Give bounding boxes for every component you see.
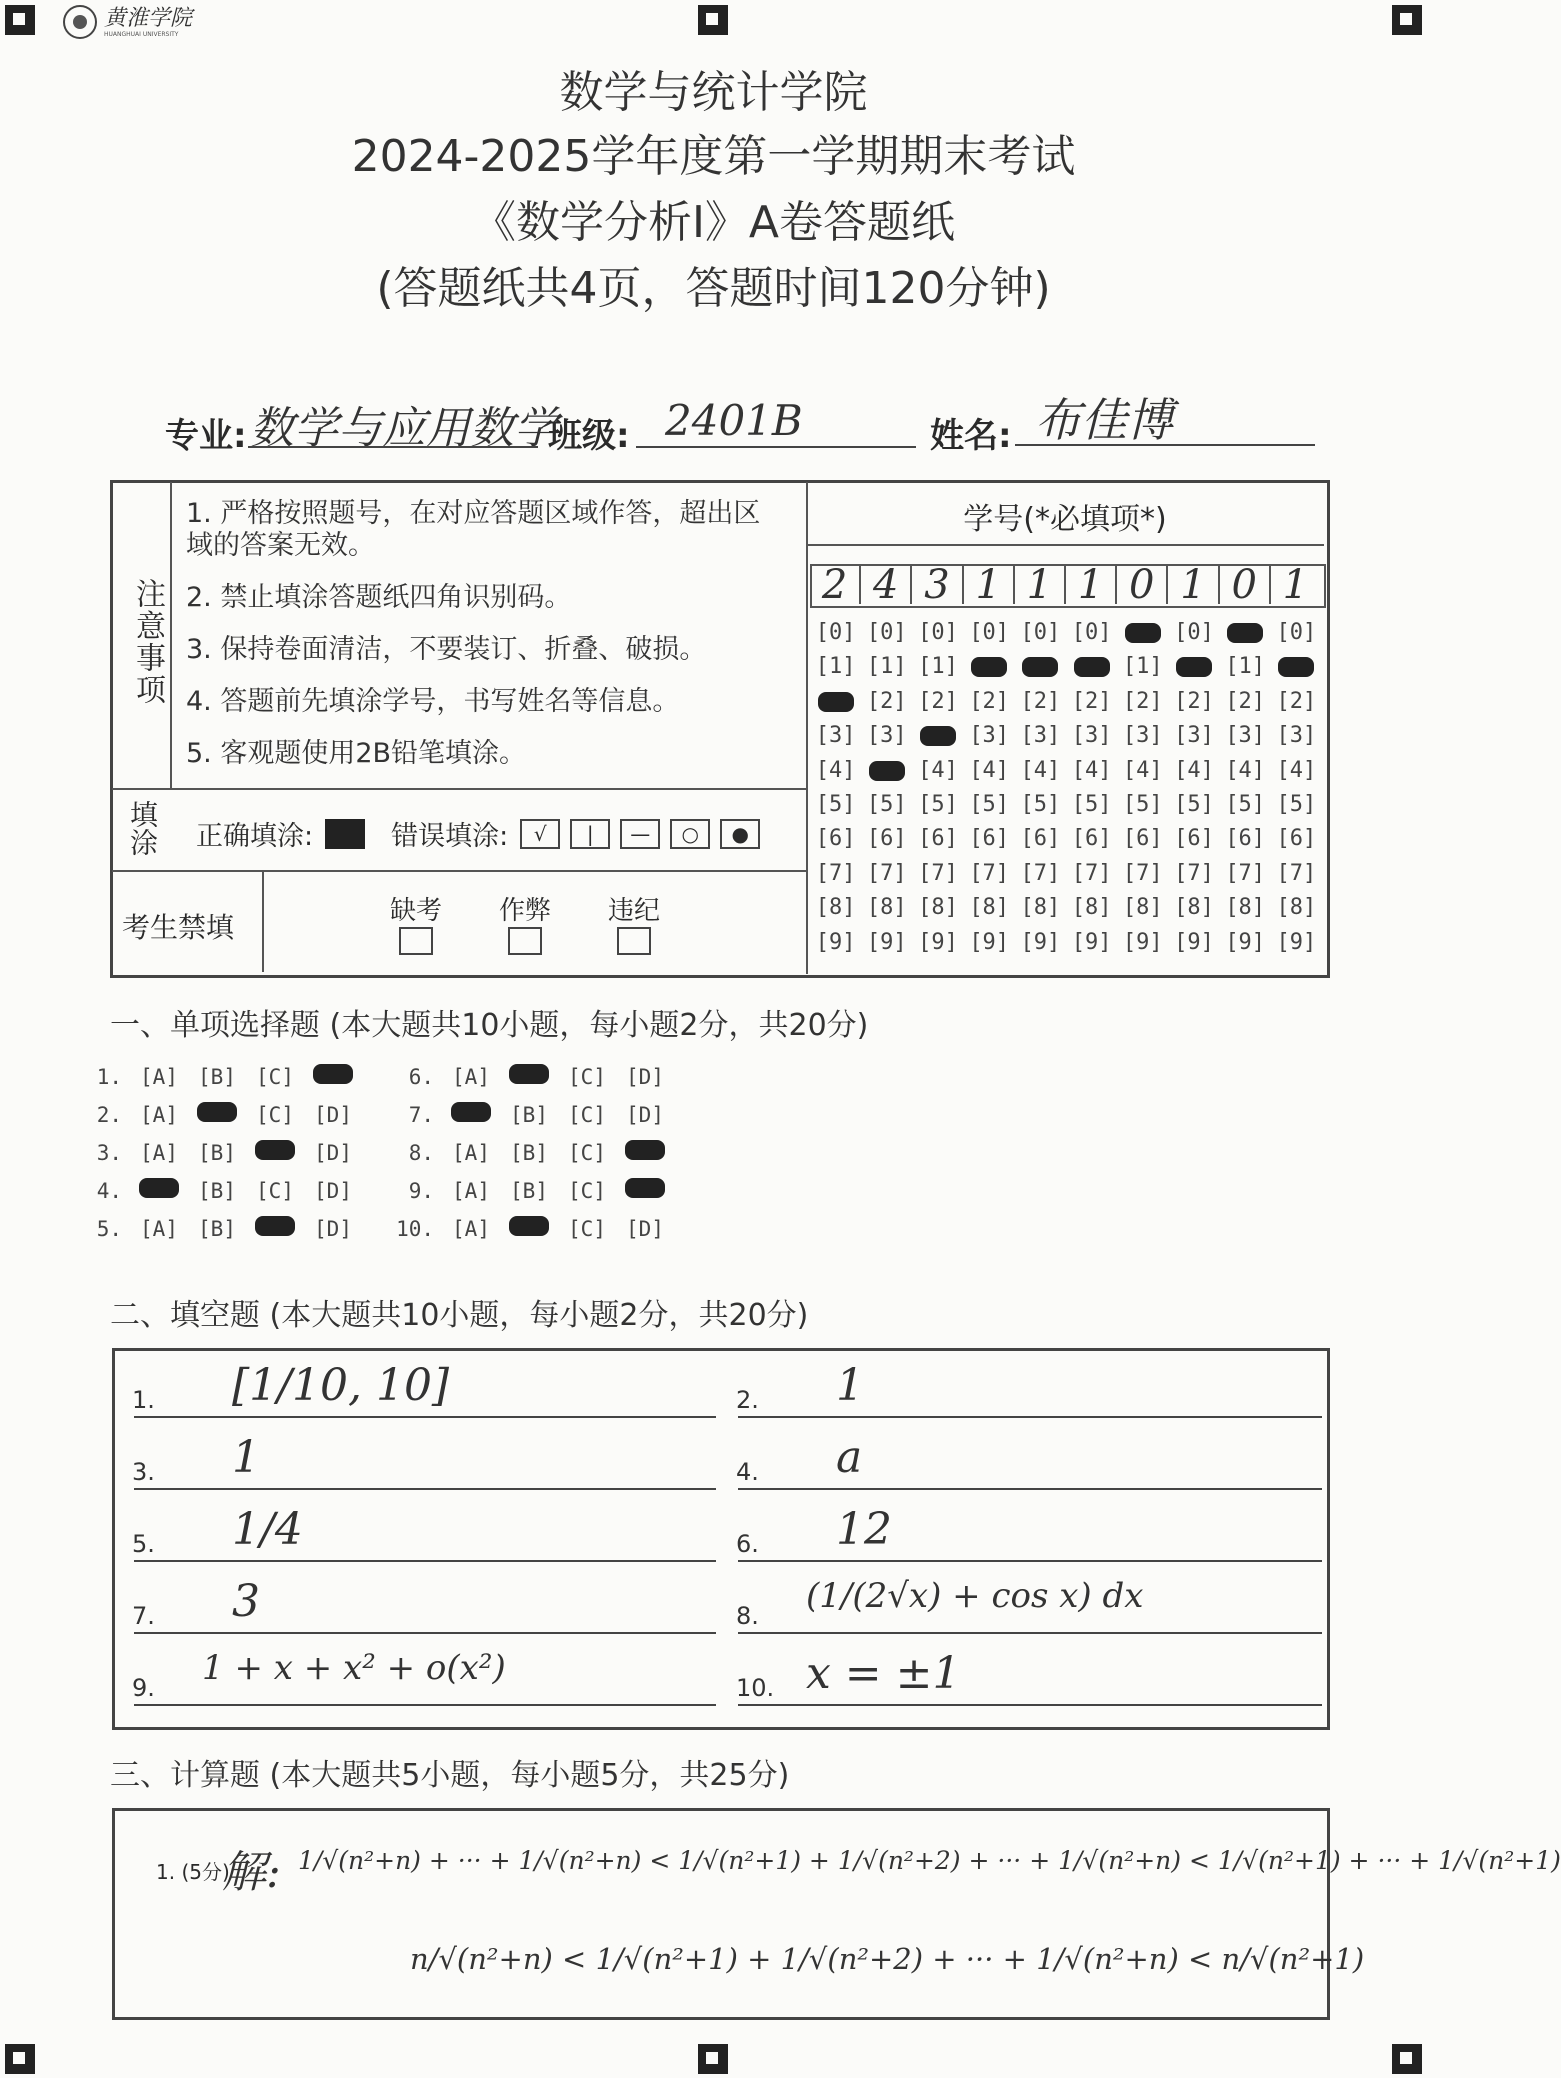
fill-number: 6. [736, 1530, 759, 1558]
student-id-digit: 4 [861, 566, 912, 604]
fill-answer: x = ±1 [806, 1648, 961, 1699]
student-id-bubble[interactable]: [8] [1071, 895, 1112, 921]
mcq-option[interactable]: [C] [568, 1178, 606, 1203]
wrong-mark-check: √ [520, 819, 560, 849]
mcq-option[interactable]: [B] [510, 1102, 548, 1127]
wrong-fill-label: 错误填涂: [391, 821, 509, 852]
mcq-number: 8. [408, 1140, 434, 1165]
student-id-bubble[interactable]: [2] [1174, 688, 1214, 714]
student-id-bubble[interactable]: [4] [969, 757, 1010, 783]
student-id-bubble[interactable]: [7] [918, 860, 958, 886]
student-id-bubble[interactable]: [3] [866, 723, 907, 749]
mcq-option[interactable]: [B] [198, 1140, 236, 1165]
student-id-bubble[interactable]: [7] [815, 860, 856, 886]
mcq-question [388, 1140, 674, 1165]
fill-number: 10. [736, 1674, 775, 1702]
paper-title: 《数学分析Ⅰ》A卷答题纸 [471, 197, 956, 248]
student-id-bubble[interactable]: [2] [918, 688, 958, 714]
student-id-bubble-filled[interactable] [1015, 650, 1066, 684]
filled-mark [197, 1102, 237, 1122]
student-id-bubble[interactable]: [5] [1174, 791, 1214, 817]
student-id-bubble[interactable]: [4] [1122, 757, 1163, 783]
student-id-bubble[interactable]: [0] [1276, 620, 1317, 645]
calc-box [112, 1808, 1561, 2020]
notice-side-label: 注意事项 [130, 578, 165, 706]
exam-title: 2024-2025学年度第一学期期末考试 [351, 131, 1076, 182]
mcq-option[interactable]: [C] [568, 1216, 606, 1241]
filled-mark [255, 1216, 295, 1236]
mcq-option-filled[interactable] [500, 1064, 558, 1089]
notice-item-1: 1. 严格按照题号，在对应答题区域作答，超出区域的答案无效。 [186, 498, 761, 561]
student-id-bubble[interactable]: [7] [866, 860, 907, 886]
mcq-option[interactable]: [D] [626, 1216, 664, 1241]
forbid-violation-box[interactable] [617, 927, 651, 955]
student-id-digit: 2 [810, 566, 861, 604]
mcq-heading: 一、单项选择题 (本大题共10小题，每小题2分，共20分) [110, 1008, 869, 1043]
filled-mark [139, 1178, 179, 1198]
corner-mark-bottom-center [698, 2044, 728, 2074]
forbid-cheat-box[interactable] [508, 927, 542, 955]
student-id-bubble[interactable]: [5] [1020, 791, 1061, 817]
corner-mark-top-right [1392, 5, 1422, 35]
mcq-option-filled[interactable] [442, 1102, 500, 1127]
mcq-option-filled[interactable] [188, 1102, 246, 1127]
mcq-option[interactable]: [D] [314, 1178, 352, 1203]
student-id-bubble[interactable]: [8] [815, 895, 856, 921]
filled-mark [625, 1178, 665, 1198]
student-id-bubble[interactable]: [2] [1225, 688, 1266, 714]
student-id-bubble[interactable]: [4] [1071, 757, 1112, 783]
notice-item-4: 4. 答题前先填涂学号，书写姓名等信息。 [186, 686, 680, 717]
calc-q1-line2: n/√(n²+n) < 1/√(n²+1) + 1/√(n²+2) + ··· + 1/√(n²+n) < n/√(n²+1) [410, 1942, 1365, 1976]
student-id-bubble[interactable]: [6] [969, 826, 1010, 852]
mcq-option[interactable]: [A] [452, 1140, 490, 1165]
student-id-bubble[interactable]: [5] [1276, 791, 1317, 817]
divider [112, 870, 806, 872]
student-id-bubble[interactable]: [4] [918, 757, 958, 783]
calc-q1-label: 1. (5分) [156, 1860, 230, 1884]
student-id-bubble[interactable]: [9] [918, 929, 958, 955]
student-id-bubble[interactable]: [7] [1020, 860, 1061, 886]
student-id-bubble-column [964, 616, 1015, 960]
mcq-option[interactable]: [A] [452, 1178, 490, 1203]
student-id-bubble[interactable]: [3] [815, 723, 856, 749]
filled-mark [1125, 623, 1161, 643]
mcq-option[interactable]: [B] [198, 1178, 236, 1203]
student-id-bubble[interactable]: [5] [918, 791, 958, 817]
student-id-bubble[interactable]: [8] [1122, 895, 1163, 921]
student-id-bubble[interactable]: [0] [969, 620, 1010, 645]
student-id-bubble[interactable]: [2] [969, 688, 1010, 714]
filled-mark [451, 1102, 491, 1122]
student-id-bubble[interactable]: [3] [1020, 723, 1061, 749]
mcq-question [76, 1102, 362, 1127]
major-underline [248, 446, 538, 448]
divider [170, 482, 172, 788]
name-underline [1015, 444, 1315, 446]
filled-mark [920, 726, 956, 746]
student-id-bubble[interactable]: [6] [1020, 826, 1061, 852]
student-id-bubble[interactable]: [8] [1020, 895, 1061, 921]
student-id-bubble[interactable]: [5] [1225, 791, 1266, 817]
fill-underline [738, 1416, 1322, 1418]
fill-underline [134, 1632, 716, 1634]
filled-mark [255, 1140, 295, 1160]
notice-item-5: 5. 客观题使用2B铅笔填涂。 [186, 738, 527, 769]
student-id-bubble[interactable]: [8] [1276, 895, 1317, 921]
fill-underline [134, 1704, 716, 1706]
divider [808, 544, 1324, 546]
student-id-bubble[interactable]: [1] [1225, 654, 1266, 680]
forbid-cheat-label: 作弊 [498, 896, 551, 926]
college-title: 数学与统计学院 [559, 67, 868, 118]
logo-icon [62, 4, 98, 40]
mcq-option[interactable]: [D] [314, 1140, 352, 1165]
mcq-number: 5. [96, 1216, 122, 1241]
fill-answer: 1 [232, 1432, 260, 1483]
wrong-mark-circle: ○ [670, 819, 710, 849]
corner-mark-bottom-right [1392, 2044, 1422, 2074]
student-id-bubble[interactable]: [9] [1174, 929, 1214, 955]
divider [112, 788, 806, 790]
correct-fill-label: 正确填涂: [196, 821, 314, 852]
filled-mark [313, 1064, 353, 1084]
filled-mark [869, 761, 905, 781]
filled-mark [1074, 657, 1110, 677]
student-id-bubble[interactable]: [9] [1122, 929, 1163, 955]
student-id-bubble[interactable]: [9] [1225, 929, 1266, 955]
student-id-bubble[interactable]: [7] [1071, 860, 1112, 886]
student-id-bubble-column [1220, 616, 1271, 960]
fill-underline [134, 1488, 716, 1490]
student-id-bubble[interactable]: [9] [815, 929, 856, 955]
fill-side-label: 填涂 [126, 800, 159, 856]
mcq-question [76, 1216, 362, 1241]
student-id-bubble[interactable]: [2] [1020, 688, 1061, 714]
mcq-option[interactable]: [C] [256, 1102, 294, 1127]
mcq-question [76, 1140, 362, 1165]
mcq-option-filled[interactable] [130, 1178, 188, 1203]
mcq-option[interactable]: [A] [452, 1216, 490, 1241]
forbid-violation-label: 违纪 [607, 896, 660, 926]
mcq-option[interactable]: [D] [314, 1102, 352, 1127]
student-id-digit: 1 [1168, 566, 1219, 604]
filled-mark [1022, 657, 1058, 677]
student-id-bubble[interactable]: [4] [1020, 757, 1061, 783]
mcq-option[interactable]: [C] [568, 1064, 606, 1089]
fill-answer: [1/10, 10] [232, 1360, 450, 1411]
mcq-option[interactable]: [B] [510, 1178, 548, 1203]
fill-number: 1. [132, 1386, 155, 1414]
student-id-bubble-column [1117, 616, 1168, 960]
fill-underline [134, 1560, 716, 1562]
student-id-bubble[interactable]: [1] [866, 654, 907, 680]
forbid-absent [386, 890, 446, 959]
student-id-bubble[interactable]: [6] [866, 826, 907, 852]
mcq-option-filled[interactable] [616, 1140, 674, 1165]
mcq-option-filled[interactable] [304, 1064, 362, 1089]
filled-mark [818, 692, 854, 712]
university-logo [62, 4, 192, 40]
mcq-number: 4. [96, 1178, 122, 1203]
student-id-bubble-column [1168, 616, 1219, 960]
student-id-bubble[interactable]: [5] [969, 791, 1010, 817]
student-id-bubble[interactable]: [9] [866, 929, 907, 955]
student-id-bubble-filled[interactable] [810, 685, 861, 719]
fill-answer: 1/4 [232, 1504, 303, 1555]
logo-text: 黄淮学院 [104, 5, 193, 31]
mcq-option[interactable]: [B] [510, 1140, 548, 1165]
student-id-bubble[interactable]: [8] [1225, 895, 1266, 921]
fill-underline [738, 1560, 1322, 1562]
fill-example [196, 814, 770, 853]
mcq-option[interactable]: [C] [568, 1140, 606, 1165]
student-id-bubble-filled[interactable] [1271, 650, 1322, 684]
student-id-bubble[interactable]: [8] [866, 895, 907, 921]
filled-mark [1227, 623, 1263, 643]
student-id-bubble[interactable]: [6] [1225, 826, 1266, 852]
filled-mark [509, 1064, 549, 1084]
fill-underline [134, 1416, 716, 1418]
filled-mark [1278, 657, 1314, 677]
student-id-digit: 3 [912, 566, 963, 604]
student-id-bubble[interactable]: [5] [815, 791, 856, 817]
mcq-option[interactable]: [A] [140, 1102, 178, 1127]
mcq-option-filled[interactable] [246, 1140, 304, 1165]
filled-mark [971, 657, 1007, 677]
student-id-bubble[interactable]: [4] [1276, 757, 1317, 783]
student-id-bubble-filled[interactable] [1066, 650, 1117, 684]
fill-underline [738, 1704, 1322, 1706]
student-id-bubble-filled[interactable] [912, 719, 963, 753]
student-id-bubble[interactable]: [7] [969, 860, 1010, 886]
notice-item-2: 2. 禁止填涂答题纸四角识别码。 [186, 582, 572, 613]
mcq-option[interactable]: [B] [198, 1064, 236, 1089]
student-id-bubble[interactable]: [1] [815, 654, 856, 680]
forbid-absent-label: 缺考 [389, 896, 442, 926]
fill-answer: (1/(2√x) + cos x) dx [806, 1576, 1144, 1616]
wrong-mark-line: | [570, 819, 610, 849]
fill-answer: 3 [232, 1576, 260, 1627]
student-id-digit: 1 [1015, 566, 1066, 604]
mcq-option[interactable]: [A] [452, 1064, 490, 1089]
student-id-bubble[interactable]: [0] [1174, 620, 1214, 645]
mcq-question [76, 1178, 362, 1203]
fill-underline [738, 1632, 1322, 1634]
student-id-bubble[interactable]: [0] [1071, 620, 1112, 645]
mcq-option[interactable]: [B] [198, 1216, 236, 1241]
student-id-bubble[interactable]: [6] [918, 826, 958, 852]
mcq-option-filled[interactable] [500, 1216, 558, 1241]
student-id-bubble[interactable]: [7] [1225, 860, 1266, 886]
mcq-number: 2. [96, 1102, 122, 1127]
mcq-option[interactable]: [A] [140, 1064, 178, 1089]
student-id-bubble[interactable]: [6] [1122, 826, 1163, 852]
student-id-bubble[interactable]: [6] [815, 826, 856, 852]
forbid-label: 考生禁填 [122, 911, 235, 944]
divider [806, 482, 808, 974]
fill-number: 5. [132, 1530, 155, 1558]
mcq-number: 1. [96, 1064, 122, 1089]
student-id-bubble[interactable]: [5] [1122, 791, 1163, 817]
mcq-option-filled[interactable] [616, 1178, 674, 1203]
fill-answer: 12 [836, 1504, 892, 1555]
paper-note: (答题纸共4页，答题时间120分钟) [376, 263, 1051, 314]
fill-answer: 1 + x + x² + o(x²) [202, 1648, 506, 1688]
student-id-bubble[interactable]: [4] [1174, 757, 1214, 783]
mcq-option[interactable]: [A] [140, 1140, 178, 1165]
student-id-bubble[interactable]: [0] [918, 620, 958, 645]
major-label: 专业: [165, 416, 247, 456]
fill-answer: a [836, 1432, 863, 1483]
student-id-bubble[interactable]: [2] [866, 688, 907, 714]
student-id-bubble-column [1066, 616, 1117, 960]
student-id-bubble[interactable]: [8] [918, 895, 958, 921]
mcq-question [388, 1178, 674, 1203]
student-id-bubble[interactable]: [1] [1122, 654, 1163, 680]
filled-mark [625, 1140, 665, 1160]
divider [262, 870, 264, 972]
wrong-mark-dash: — [620, 819, 660, 849]
student-id-bubble[interactable]: [3] [1276, 723, 1317, 749]
mcq-option[interactable]: [D] [314, 1216, 352, 1241]
student-id-digit: 0 [1220, 566, 1271, 604]
student-id-bubble[interactable]: [6] [1071, 826, 1112, 852]
name-value: 布佳博 [1035, 393, 1173, 447]
student-id-bubble[interactable]: [5] [866, 791, 907, 817]
fill-number: 3. [132, 1458, 155, 1486]
corner-mark-bottom-left [5, 2044, 35, 2074]
student-id-bubble[interactable]: [5] [1071, 791, 1112, 817]
fill-underline [738, 1488, 1322, 1490]
student-id-bubble[interactable]: [2] [1122, 688, 1163, 714]
mcq-question [76, 1064, 362, 1089]
mcq-number: 6. [408, 1064, 434, 1089]
student-id-bubble[interactable]: [2] [1071, 688, 1112, 714]
mcq-question [388, 1064, 674, 1089]
student-id-bubble[interactable]: [9] [969, 929, 1010, 955]
student-id-bubble[interactable]: [1] [918, 654, 958, 680]
wrong-mark-dot: ● [720, 819, 760, 849]
mcq-option[interactable]: [D] [626, 1102, 664, 1127]
student-id-bubble[interactable]: [8] [969, 895, 1010, 921]
student-id-bubble[interactable]: [3] [1225, 723, 1266, 749]
mcq-number: 3. [96, 1140, 122, 1165]
student-id-bubble[interactable]: [3] [969, 723, 1010, 749]
student-id-bubble[interactable]: [0] [815, 620, 856, 645]
calc-q1-line1: 1/√(n²+n) + ··· + 1/√(n²+n) < 1/√(n²+1) + 1/√(n²+2) + ··· + 1/√(n²+n) < 1/√(n²+1) + ··· + 1/√(n²+1) [298, 1846, 1561, 1875]
filled-mark [1176, 657, 1212, 677]
student-id-bubble[interactable]: [7] [1122, 860, 1163, 886]
student-id-bubble-filled[interactable] [1117, 616, 1168, 650]
correct-fill-sample [325, 819, 365, 849]
student-id-bubble[interactable]: [4] [815, 757, 856, 783]
mcq-option[interactable]: [C] [568, 1102, 606, 1127]
student-id-bubble[interactable]: [9] [1020, 929, 1061, 955]
student-id-digit: 1 [1066, 566, 1117, 604]
class-underline [636, 446, 916, 448]
calc-q1-solve: 解: [222, 1847, 281, 1898]
mcq-option[interactable]: [C] [256, 1178, 294, 1203]
mcq-option[interactable]: [D] [626, 1064, 664, 1089]
class-label: 班级: [548, 416, 630, 456]
student-id-bubble-filled[interactable] [861, 754, 912, 788]
student-id-bubble[interactable]: [0] [1020, 620, 1061, 645]
student-id-bubble[interactable]: [3] [1071, 723, 1112, 749]
student-id-bubble[interactable]: [0] [866, 620, 907, 645]
name-label: 姓名: [930, 416, 1012, 456]
major-value: 数学与应用数学 [250, 403, 558, 454]
student-id-bubble[interactable]: [7] [1276, 860, 1317, 886]
student-id-bubble[interactable]: [6] [1276, 826, 1317, 852]
corner-mark-top-center [698, 5, 728, 35]
forbid-cheat [495, 890, 555, 959]
forbid-violation [604, 890, 664, 959]
student-id-bubble[interactable]: [3] [1122, 723, 1163, 749]
student-id-digit: 1 [964, 566, 1015, 604]
filled-mark [509, 1216, 549, 1236]
student-id-bubble-filled[interactable] [964, 650, 1015, 684]
student-id-bubble[interactable]: [6] [1174, 826, 1214, 852]
mcq-number: 10. [396, 1216, 434, 1241]
mcq-option-filled[interactable] [246, 1216, 304, 1241]
mcq-option[interactable]: [C] [256, 1064, 294, 1089]
mcq-option[interactable]: [A] [140, 1216, 178, 1241]
student-id-bubble[interactable]: [9] [1071, 929, 1112, 955]
mcq-question [388, 1216, 674, 1241]
student-id-bubble-filled[interactable] [1220, 616, 1271, 650]
mcq-number: 9. [408, 1178, 434, 1203]
student-id-bubble-column [1015, 616, 1066, 960]
student-id-bubble-column [1271, 616, 1322, 960]
class-value: 2401B [665, 396, 803, 445]
student-id-bubble[interactable]: [3] [1174, 723, 1214, 749]
fill-number: 7. [132, 1602, 155, 1630]
logo-subtext: HUANGHUAI UNIVERSITY [104, 30, 179, 38]
student-id-digit: 1 [1282, 562, 1309, 608]
notice-item-3: 3. 保持卷面清洁，不要装订、折叠、破损。 [186, 634, 707, 665]
student-id-bubble[interactable]: [8] [1174, 895, 1214, 921]
mcq-number: 7. [408, 1102, 434, 1127]
fill-heading: 二、填空题 (本大题共10小题，每小题2分，共20分) [110, 1298, 809, 1333]
fill-answer: 1 [836, 1360, 864, 1411]
student-id-digit: 0 [1117, 566, 1168, 604]
fill-number: 8. [736, 1602, 759, 1630]
fill-number: 2. [736, 1386, 759, 1414]
student-id-bubble[interactable]: [4] [1225, 757, 1266, 783]
student-id-label: 学号(*必填项*) [963, 502, 1167, 537]
forbid-absent-box[interactable] [399, 927, 433, 955]
fill-number: 9. [132, 1674, 155, 1702]
student-id-bubble-column [810, 616, 861, 960]
student-id-bubble[interactable]: [7] [1174, 860, 1214, 886]
corner-mark-top-left [5, 5, 35, 35]
student-id-bubble[interactable]: [2] [1276, 688, 1317, 714]
student-id-bubble-column [912, 616, 963, 960]
student-id-bubble-column [861, 616, 912, 960]
calc-heading: 三、计算题 (本大题共5小题，每小题5分，共25分) [110, 1758, 790, 1793]
mcq-question [388, 1102, 674, 1127]
student-id-bubble[interactable]: [9] [1276, 929, 1317, 955]
fill-number: 4. [736, 1458, 759, 1486]
student-id-bubble-filled[interactable] [1168, 650, 1219, 684]
